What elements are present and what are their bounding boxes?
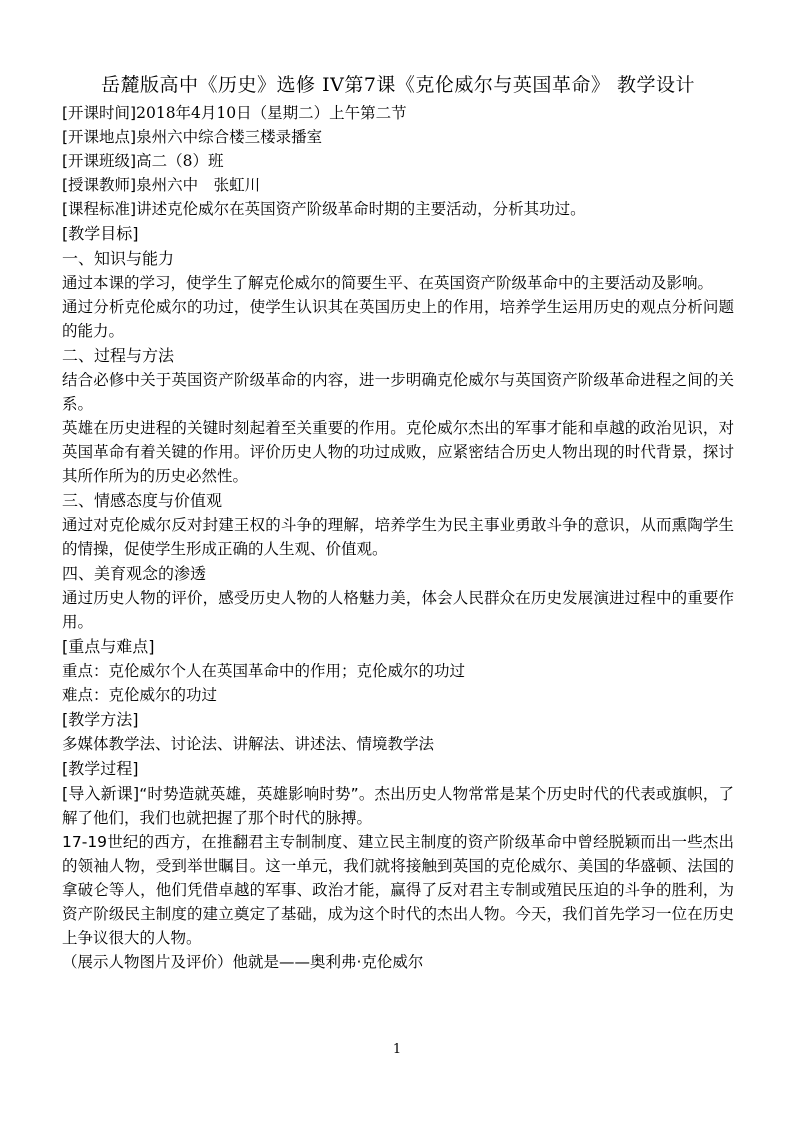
meta-time xyxy=(62,101,734,125)
section-knowledge-heading: 一、知识与能力 xyxy=(62,249,175,268)
meta-time-value: 2018年4月10日（星期二）上午第二节 xyxy=(136,104,407,122)
key-difficulty-text: 难点：克伦威尔的功过 xyxy=(62,686,218,704)
section-knowledge-paragraph-1: 通过本课的学习，使学生了解克伦威尔的简要生平、在英国资产阶级革命中的主要活动及影响。 xyxy=(62,274,714,292)
meta-teacher-value: 泉州六中 张虹川 xyxy=(136,176,261,194)
teaching-method-tag: [教学方法] xyxy=(62,710,139,729)
meta-time-tag: [开课时间] xyxy=(62,104,137,122)
meta-teacher-tag: [授课教师] xyxy=(62,176,137,194)
meta-standard-tag: [课程标准] xyxy=(62,200,137,218)
meta-standard-value: 讲述克伦威尔在英国资产阶级革命时期的主要活动，分析其功过。 xyxy=(136,200,586,218)
key-focus-text: 重点：克伦威尔个人在英国革命中的作用；克伦威尔的功过 xyxy=(62,662,466,680)
intro-tag: [导入新课] xyxy=(62,784,140,803)
intro-paragraph xyxy=(62,781,734,830)
section-process-heading: 二、过程与方法 xyxy=(62,346,175,365)
section-values-heading: 三、情感态度与价值观 xyxy=(62,491,223,510)
meta-teacher xyxy=(62,173,734,197)
teaching-method-text: 多媒体教学法、讨论法、讲解法、讲述法、情境教学法 xyxy=(62,735,435,753)
meta-location-value: 泉州六中综合楼三楼录播室 xyxy=(136,128,323,146)
teaching-process-tag: [教学过程] xyxy=(62,759,139,778)
process-paragraph-2: 17-19世纪的西方，在推翻君主专制制度、建立民主制度的资产阶级革命中曾经脱颖而出一些杰出的领袖人物，受到举世瞩目。这一单元，我们就将接触到英国的克伦威尔、美国的华盛顿、法国的拿破仑等人，他们凭借卓越的军事、政治才能，赢得了反对君主专制或殖民压迫的斗争的胜利，为资产阶级民主制度的建立奠定了基础，成为这个时代的杰出人物。今天，我们首先学习一位在历史上争议很大的人物。 xyxy=(62,833,734,947)
document-page xyxy=(62,70,734,974)
section-knowledge-paragraph-2: 通过分析克伦威尔的功过，使学生认识其在英国历史上的作用，培养学生运用历史的观点分析问题的能力。 xyxy=(62,298,734,340)
meta-class xyxy=(62,149,734,173)
meta-class-tag: [开课班级] xyxy=(62,152,137,170)
key-points-tag: [重点与难点] xyxy=(62,637,155,656)
section-process-paragraph-2: 英雄在历史进程的关键时刻起着至关重要的作用。克伦威尔杰出的军事才能和卓越的政治见识，对英国革命有着关键的作用。评价历史人物的功过成败，应紧密结合历史人物出现的时代背景，探讨其所作所为的历史必然性。 xyxy=(62,419,734,485)
section-values-paragraph: 通过对克伦威尔反对封建王权的斗争的理解，培养学生为民主事业勇敢斗争的意识，从而熏陶学生的情操，促使学生形成正确的人生观、价值观。 xyxy=(62,516,734,558)
meta-standard xyxy=(62,197,734,221)
document-title: 岳麓版高中《历史》选修 IV第7课《克伦威尔与英国革命》 教学设计 xyxy=(101,74,695,96)
meta-class-value: 高二（8）班 xyxy=(136,152,224,170)
meta-location xyxy=(62,125,734,149)
meta-location-tag: [开课地点] xyxy=(62,128,137,146)
teaching-goals-tag: [教学目标] xyxy=(62,224,139,243)
process-paragraph-3: （展示人物图片及评价）他就是——奥利弗·克伦威尔 xyxy=(62,953,424,971)
intro-text: “时势造就英雄，英雄影响时势”。杰出历史人物常常是某个历史时代的代表或旗帜，了解了他们，我们也就把握了那个时代的脉搏。 xyxy=(62,785,734,827)
page-number: 1 xyxy=(392,1042,402,1057)
section-process-paragraph-1: 结合必修中关于英国资产阶级革命的内容，进一步明确克伦威尔与英国资产阶级革命进程之间的关系。 xyxy=(62,371,734,413)
section-aesthetics-heading: 四、美育观念的渗透 xyxy=(62,564,207,583)
section-aesthetics-paragraph: 通过历史人物的评价，感受历史人物的人格魅力美，体会人民群众在历史发展演进过程中的重要作用。 xyxy=(62,589,734,631)
